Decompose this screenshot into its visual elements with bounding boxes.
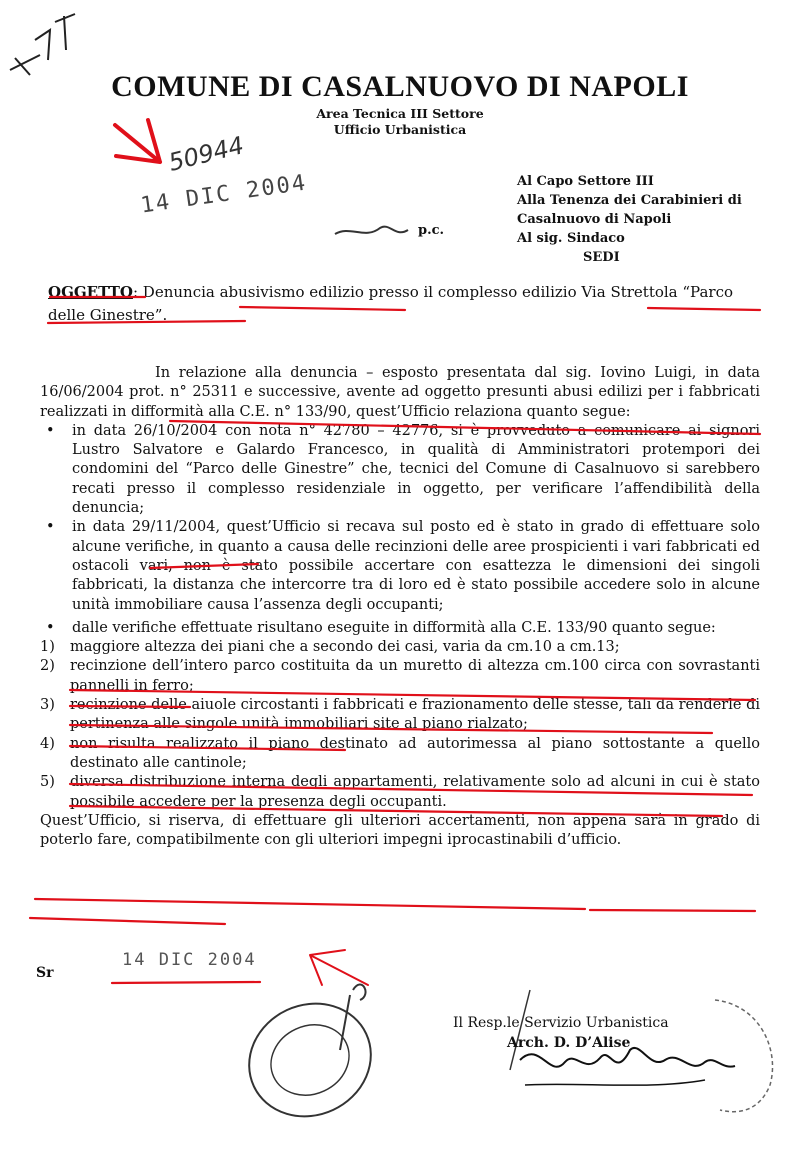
recipients-block [517,172,742,267]
item-number: 3) [40,697,55,714]
bullet-text: in data 26/10/2004 con nota n° 42780 – 42776, si è provveduto a comunicare ai signori Lustro Salvatore e Galardo Francesco, in qualità di Amministratori protempori dei condomini del “Parco delle Ginestre” che, tecnici del Comune di Casalnuovo si sarebbero recati presso il complesso residenziale in oggetto, per verificare l’affendibilità della denuncia; [72,422,760,517]
item-text: non risulta realizzato il piano destinato ad autorimessa al piano sottostante a quello destinato alle cantinole; [70,735,760,771]
item-text: maggiore altezza dei piani che a secondo dei casi, varia da cm.10 a cm.13; [70,639,620,656]
item-number: 4) [40,735,55,752]
list-item [40,735,760,774]
subject-text: : Denuncia abusivismo edilizio presso il complesso edilizio Via Strettola “Parco delle Ginestre”. [48,283,734,324]
bullet-text: in data 29/11/2004, quest’Ufficio si recava sul posto ed è stato in grado di effettuare solo alcune verifiche, in quanto a causa delle recinzioni delle aree prospicienti i vari fabbricati ed ostacoli vari, non è stato possibile accertare con esattezza le dimensioni dei singoli fabbricati, la distanza che intercorre tra di loro ed è stato possibile accedere solo in alcune unità immobiliare causa l’assenza degli occupanti; [72,519,760,613]
office-subtitle: Ufficio Urbanistica [333,122,467,137]
protocol-number: 50944 [165,131,247,177]
subject-line [48,281,768,327]
signature-title: Il Resp.le Servizio Urbanistica [453,1015,669,1031]
date-stamp-bottom: 14 DIC 2004 [122,950,257,970]
subject-label: OGGETTO [48,283,133,301]
item-text: recinzione dell’intero parco costituita da un muretto di altezza cm.100 circa con sovrastanti pannelli in ferro; [70,658,760,694]
letter-body [40,364,760,850]
recipient-line: Al Capo Settore III [517,174,654,189]
item-text: diversa distribuzione interna degli appartamenti, relativamente solo ad alcuni in cui è stato possibile accedere per la presenza degli occupanti. [70,774,760,810]
item-number: 1) [40,639,55,656]
recipient-line: Casalnuovo di Napoli [517,212,672,227]
list-item: • in data 26/10/2004 con nota n° 42780 – 42776, si è provveduto a comunicare ai signori Lustro Salvatore e Galardo Francesco, in qualità di Amministratori protempori dei condomini del “Parco delle Ginestre” che, tecnici del Comune di Casalnuovo si sarebbero recati presso il complesso residenziale in oggetto, per verificare l’affendibilità della denuncia; [46,422,760,517]
item-number: 2) [40,658,55,675]
signatory-name: Arch. D. D’Alise [507,1035,631,1051]
item-text: recinzione delle aiuole circostanti i fabbricati e frazionamento delle stesse, tali da renderle di pertinenza alle singole unità immobiliari site al piano rialzato; [70,697,760,733]
closing-paragraph: Quest’Ufficio, si riserva, di effettuare gli ulteriori accertamenti, non appena sarà in grado di poterlo fare, compatibilmente con gli ulteriori impegni iprocastinabili d’ufficio. [40,812,760,849]
recipient-line: SEDI [583,250,620,265]
list-item [40,657,760,696]
list-item [40,638,760,657]
list-item: • dalle verifiche effettuate risultano eseguite in difformità alla C.E. 133/90 quanto segue: [46,619,716,636]
list-item [40,773,760,812]
date-stamp: 14 DIC 2004 [139,170,309,219]
municipality-title: COMUNE DI CASALNUOVO DI NAPOLI [111,70,689,103]
initials: Sr [36,965,54,981]
recipient-line: Al sig. Sindaco [517,231,625,246]
pc-label: p.c. [418,223,445,238]
item-number: 5) [40,774,55,791]
area-subtitle: Area Tecnica III Settore [316,106,484,121]
recipient-line: Alla Tenenza dei Carabinieri di [517,193,742,208]
list-item [40,696,760,735]
intro-paragraph: In relazione alla denuncia – esposto presentata dal sig. Iovino Luigi, in data 16/06/2004 prot. n° 25311 e successive, avente ad oggetto presunti abusi edilizi per i fabbricati realizzati in difformità alla C.E. n° 133/90, quest’Ufficio relaziona quanto segue: [40,365,760,420]
list-item: • in data 29/11/2004, quest’Ufficio si recava sul posto ed è stato in grado di effettuare solo alcune verifiche, in quanto a causa delle recinzioni delle aree prospicienti i vari fabbricati ed ostacoli vari, non è stato possibile accertare con esattezza le dimensioni dei singoli fabbricati, la distanza che intercorre tra di loro ed è stato possibile accedere solo in alcune unità immobiliare causa l’assenza degli occupanti; [46,519,760,613]
bullet-text: dalle verifiche effettuate risultano eseguite in difformità alla C.E. 133/90 quanto segue: [72,619,716,636]
signature-block [453,1013,669,1053]
